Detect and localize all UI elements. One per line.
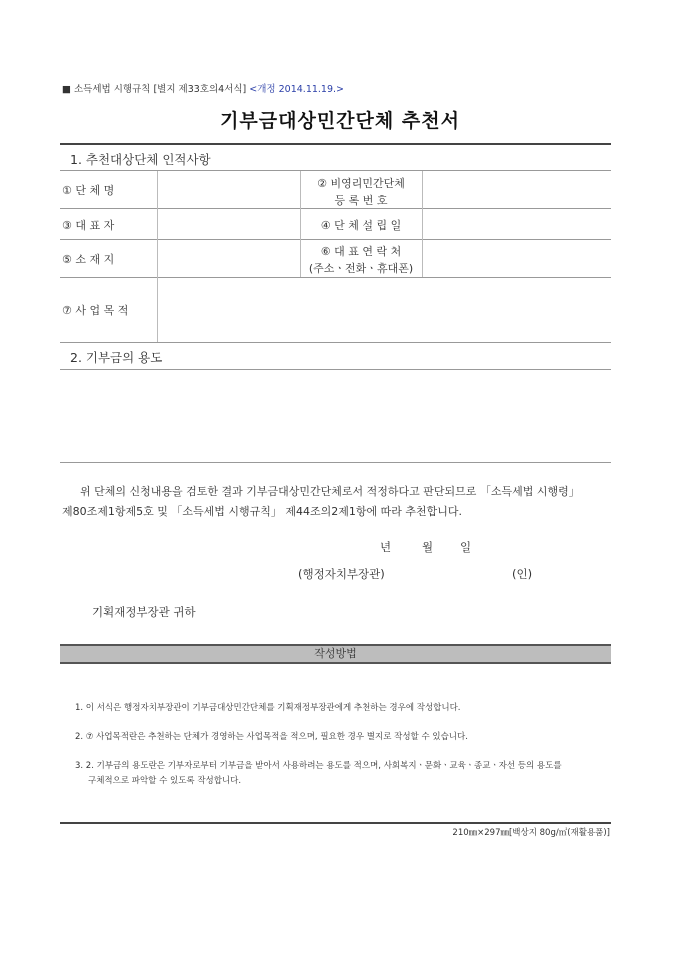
contact-line2: (주소ㆍ전화ㆍ휴대폰) [308,262,414,275]
section1-heading: 1. 추천대상단체 인적사항 [70,152,211,167]
revision-date: <개정 2014.11.19.> [249,84,345,95]
date-day: 일 [460,540,472,554]
row-divider [60,277,611,278]
form-ref-text: ■ 소득세법 시행규칙 [별지 제33호의4서식] [62,84,247,95]
np-registration-label [300,175,422,208]
statement-line2: 제80조제1항제5호 및 「소득세법 시행규칙」 제44조의2제1항에 따라 추천합니다. [62,505,462,518]
recommendation-statement [62,482,614,522]
row-divider [60,342,611,343]
est-date-label: ④ 단 체 설 립 일 [320,219,402,232]
row-divider [60,369,611,370]
signing-authority: (행정자치부장관) [298,567,385,581]
table-top-border [60,143,611,145]
seal-mark: (인) [512,567,533,581]
section2-heading: 2. 기부금의 용도 [70,350,163,365]
instruction-item: 1. 이 서식은 행정자치부장관이 기부금대상민간단체를 기획재정부장관에게 추천하는 경우에 작성합니다. [75,703,461,713]
representative-label: ③ 대 표 자 [62,219,115,232]
form-reference [62,81,344,95]
recipient: 기획재정부장관 귀하 [92,605,196,619]
contact-line1: ⑥ 대 표 연 락 처 [320,245,402,258]
np-reg-line2: 등 록 번 호 [334,194,388,207]
date-year: 년 [380,540,392,554]
instruction-item-continued: 구체적으로 파악할 수 있도록 작성합니다. [88,776,242,786]
instruction-item: 3. 2. 기부금의 용도란은 기부자로부터 기부금을 받아서 사용하려는 용도를 적으며, 사회복지ㆍ문화ㆍ교육ㆍ종교ㆍ자선 등의 용도를 [75,761,562,771]
row-divider [60,170,611,171]
page-title: 기부금대상민간단체 추천서 [220,110,460,132]
contact-label [300,243,422,276]
purpose-label: ⑦ 사 업 목 적 [62,304,129,317]
column-divider [422,171,423,277]
instructions-heading: 작성방법 [60,644,611,664]
address-label: ⑤ 소 재 지 [62,253,115,266]
column-divider [157,171,158,342]
instruction-item: 2. ⑦ 사업목적란은 추천하는 단체가 경영하는 사업목적을 적으며, 필요한 경우 별지로 작성할 수 있습니다. [75,732,468,742]
row-divider [60,208,611,209]
np-reg-line1: ② 비영리민간단체 [317,177,405,190]
paper-spec: 210㎜×297㎜[백상지 80g/㎡(재활용품)] [452,828,610,838]
row-divider [60,462,611,463]
row-divider [60,239,611,240]
date-month: 월 [422,540,434,554]
statement-line1: 위 단체의 신청내용을 검토한 결과 기부금대상민간단체로서 적정하다고 판단되므로 「소득세법 시행령」 [80,485,580,498]
org-name-label: ① 단 체 명 [62,184,115,197]
footer-rule [60,822,611,824]
